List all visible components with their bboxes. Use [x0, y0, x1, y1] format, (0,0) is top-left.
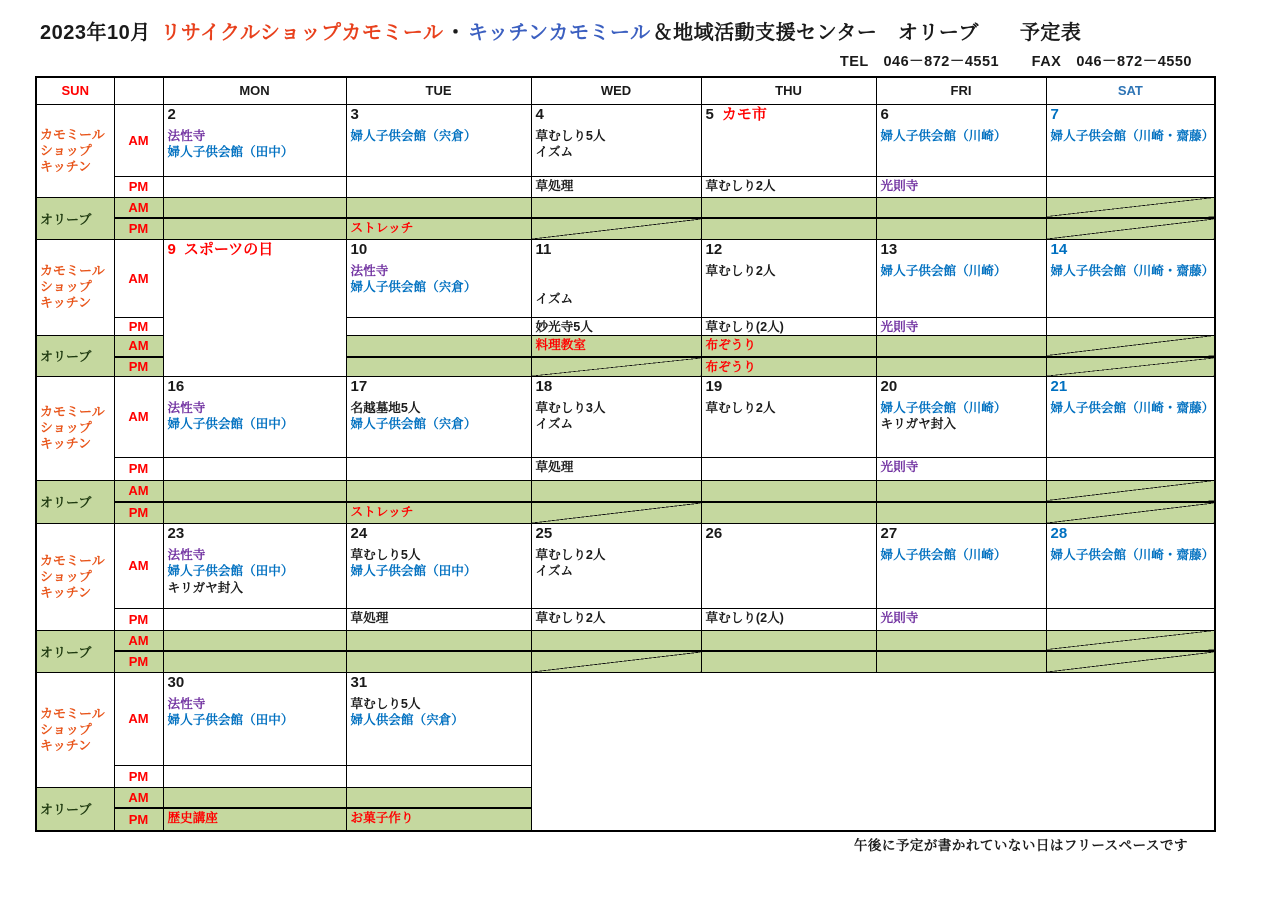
event-am: 婦人子供会館（宍倉）: [350, 280, 477, 294]
title-separator: ・: [445, 22, 466, 44]
chamomile-label-line: キッチン: [40, 158, 92, 174]
day-header-tue: TUE: [346, 77, 531, 104]
day-number-26: 26: [705, 524, 723, 542]
day-header-thu: THU: [701, 77, 876, 104]
olive-pm-cell-24: [346, 651, 531, 672]
event-am: イズム: [535, 417, 574, 431]
day-cell-21-am: [1046, 376, 1215, 457]
olive-am-row-label: AM: [114, 197, 163, 218]
chamomile-label-line: カモミール: [40, 263, 105, 278]
day-cell-13-pm: [876, 317, 1046, 335]
olive-am-cell-25: [531, 630, 701, 651]
olive-pm-row-label: PM: [114, 808, 163, 831]
olive-am-cell-31: [346, 787, 531, 808]
title-rest: ＆地域活動支援センター オリーブ 予定表: [652, 22, 1082, 44]
day-cell-7-am: [1046, 104, 1215, 176]
day-cell-5-am: [701, 104, 876, 176]
chamomile-label-line: カモミール: [40, 126, 105, 142]
day-number-11: 11: [535, 240, 552, 258]
day-cell-24-pm: [346, 608, 531, 630]
olive-pm-cell-16: [163, 502, 346, 523]
illustration-cell: [531, 672, 1215, 831]
day-cell-26-am: [701, 523, 876, 608]
olive-pm-cell-14: [1046, 357, 1215, 376]
event-am: 婦人子供会館（宍倉）: [350, 128, 477, 143]
day-number-5: 5 カモ市: [705, 105, 767, 123]
event-am: 婦人供会館（宍倉）: [350, 713, 464, 727]
day-cell-28-am: [1046, 523, 1215, 608]
event-am: 婦人子供会館（川崎）: [880, 263, 1007, 278]
day-cell-5-pm: [701, 176, 876, 197]
row-label-olive: オリーブ: [36, 480, 114, 523]
olive-am-cell-10: [346, 335, 531, 357]
olive-am-cell-27: [876, 630, 1046, 651]
day-cell-27-am: [876, 523, 1046, 608]
olive-pm-cell-31: [346, 808, 531, 831]
day-header-wed: WED: [531, 77, 701, 104]
olive-pm-cell-30: [163, 808, 346, 831]
olive-pm-event: ストレッチ: [350, 221, 414, 235]
pm-row-label: PM: [114, 317, 163, 335]
day-number-2: 2: [167, 105, 176, 123]
chamomile-label-line: ショップ: [40, 568, 92, 584]
day-cell-12-am: [701, 239, 876, 317]
chamomile-label-line: キッチン: [40, 584, 92, 600]
am-row-label: AM: [114, 672, 163, 765]
event-pm: 草むしり(2人): [705, 610, 784, 625]
olive-pm-cell-7: [1046, 218, 1215, 239]
day-cell-19-pm: [701, 457, 876, 480]
event-am: イズム: [535, 564, 574, 578]
row-label-chamomile: [36, 523, 114, 630]
day-title: カモ市: [721, 105, 767, 123]
day-number-18: 18: [535, 377, 553, 395]
day-cell-23-pm: [163, 608, 346, 630]
olive-pm-cell-26: [701, 651, 876, 672]
day-number-23: 23: [167, 524, 185, 542]
event-am: 婦人子供会館（田中）: [350, 564, 477, 578]
day-cell-23-am: [163, 523, 346, 608]
event-am: 法性寺: [350, 263, 389, 278]
day-cell-2-am: [163, 104, 346, 176]
olive-pm-cell-28: [1046, 651, 1215, 672]
olive-pm-cell-23: [163, 651, 346, 672]
day-cell-4-am: [531, 104, 701, 176]
olive-pm-row-label: PM: [114, 218, 163, 239]
olive-am-cell-4: [531, 197, 701, 218]
event-am: 婦人子供会館（川崎・齋藤）: [1050, 128, 1215, 143]
event-pm: 妙光寺5人: [535, 319, 593, 334]
chamomile-label-line: ショップ: [40, 420, 92, 435]
day-cell-31-pm: [346, 765, 531, 787]
day-header-mon: MON: [163, 77, 346, 104]
day-cell-19-am: [701, 376, 876, 457]
olive-am-cell-17: [346, 480, 531, 502]
day-cell-16-pm: [163, 457, 346, 480]
day-header-sat: SAT: [1046, 77, 1215, 104]
olive-pm-cell-6: [876, 218, 1046, 239]
day-cell-10-pm: [346, 317, 531, 335]
event-am: 法性寺: [167, 696, 206, 711]
olive-pm-row-label: PM: [114, 502, 163, 523]
event-pm: 光則寺: [880, 610, 919, 625]
chamomile-label-line: キッチン: [40, 295, 92, 310]
event-am: 法性寺: [167, 547, 206, 562]
olive-pm-cell-12: [701, 357, 876, 376]
day-number-12: 12: [705, 240, 723, 258]
olive-pm-event: 布ぞうり: [705, 360, 756, 374]
event-pm: 草むしり(2人): [705, 319, 784, 334]
day-cell-25-am: [531, 523, 701, 608]
day-cell-17-pm: [346, 457, 531, 480]
olive-pm-cell-21: [1046, 502, 1215, 523]
event-am: イズム: [535, 145, 574, 159]
day-cell-20-pm: [876, 457, 1046, 480]
event-pm: 光則寺: [880, 178, 919, 193]
day-cell-28-pm: [1046, 608, 1215, 630]
day-cell-3-pm: [346, 176, 531, 197]
day-cell-30-pm: [163, 765, 346, 787]
olive-am-row-label: AM: [114, 480, 163, 502]
olive-pm-row-label: PM: [114, 651, 163, 672]
olive-am-row-label: AM: [114, 630, 163, 651]
day-cell-3-am: [346, 104, 531, 176]
event-am: 婦人子供会館（川崎）: [880, 400, 1007, 415]
title-kitchen-name: キッチンカモミール: [467, 22, 651, 44]
day-cell-11-am: [531, 239, 701, 317]
day-cell-18-am: [531, 376, 701, 457]
title-year-month: 2023年10月: [40, 22, 151, 44]
olive-am-cell-21: [1046, 480, 1215, 502]
olive-am-cell-3: [346, 197, 531, 218]
page-title: [40, 16, 1083, 45]
olive-am-cell-2: [163, 197, 346, 218]
day-number-6: 6: [880, 105, 889, 123]
event-am: 婦人子供会館（川崎・齋藤）: [1050, 547, 1215, 562]
chamomile-label-line: カモミール: [40, 404, 105, 419]
olive-pm-cell-13: [876, 357, 1046, 376]
row-label-chamomile: [36, 239, 114, 335]
olive-am-cell-19: [701, 480, 876, 502]
event-am: 婦人子供会館（川崎・齋藤）: [1050, 400, 1215, 415]
day-number-4: 4: [535, 105, 544, 123]
am-row-label: AM: [114, 104, 163, 176]
row-label-olive: オリーブ: [36, 335, 114, 376]
olive-am-row-label: AM: [114, 787, 163, 808]
event-am: 婦人子供会館（田中）: [167, 145, 294, 159]
olive-am-cell-28: [1046, 630, 1215, 651]
day-number-20: 20: [880, 377, 898, 395]
olive-pm-cell-4: [531, 218, 701, 239]
olive-pm-cell-3: [346, 218, 531, 239]
event-am: 婦人子供会館（川崎）: [880, 547, 1007, 562]
pm-row-label: PM: [114, 176, 163, 197]
olive-am-cell-20: [876, 480, 1046, 502]
olive-pm-event: ストレッチ: [350, 505, 414, 519]
olive-am-cell-11: [531, 335, 701, 357]
event-pm: 草むしり2人: [535, 610, 606, 625]
day-cell-21-pm: [1046, 457, 1215, 480]
day-cell-30-am: [163, 672, 346, 765]
day-number-28: 28: [1050, 524, 1068, 542]
olive-am-cell-5: [701, 197, 876, 218]
olive-pm-cell-18: [531, 502, 701, 523]
chamomile-label-line: ショップ: [40, 721, 92, 737]
footer-note: 午後に予定が書かれていない日はフリースペースです: [853, 838, 1188, 853]
schedule-table: [35, 76, 1216, 832]
olive-pm-cell-20: [876, 502, 1046, 523]
day-cell-6-pm: [876, 176, 1046, 197]
day-cell-17-am: [346, 376, 531, 457]
title-shop-name: リサイクルショップカモミール: [160, 22, 444, 44]
olive-am-cell-30: [163, 787, 346, 808]
day-cell-2-pm: [163, 176, 346, 197]
day-number-25: 25: [535, 524, 553, 542]
event-am: 草むしり3人: [535, 400, 606, 415]
day-cell-7-pm: [1046, 176, 1215, 197]
day-number-21: 21: [1050, 377, 1068, 395]
olive-pm-cell-25: [531, 651, 701, 672]
chamomile-label-line: キッチン: [40, 737, 92, 753]
olive-am-cell-6: [876, 197, 1046, 218]
olive-pm-cell-2: [163, 218, 346, 239]
day-cell-27-pm: [876, 608, 1046, 630]
day-number-10: 10: [350, 240, 368, 258]
chamomile-label-line: ショップ: [40, 279, 92, 294]
olive-am-cell-13: [876, 335, 1046, 357]
tel-number: TEL 046－872－4551: [839, 54, 1000, 70]
schedule-table-wrap: [35, 76, 1216, 832]
event-am: 法性寺: [167, 400, 206, 415]
event-am: キリガヤ封入: [880, 417, 956, 431]
olive-am-cell-7: [1046, 197, 1215, 218]
day-number-17: 17: [350, 377, 368, 395]
event-am: 草むしり5人: [350, 696, 421, 711]
day-cell-14-am: [1046, 239, 1215, 317]
am-row-label: AM: [114, 523, 163, 608]
day-number-31: 31: [350, 673, 368, 691]
day-number-3: 3: [350, 105, 359, 123]
event-am: 草むしり5人: [350, 547, 421, 562]
day-number-19: 19: [705, 377, 723, 395]
day-header-fri: FRI: [876, 77, 1046, 104]
day-number-7: 7: [1050, 105, 1059, 123]
day-cell-26-pm: [701, 608, 876, 630]
row-label-chamomile: [36, 104, 114, 197]
olive-am-row-label: AM: [114, 335, 163, 357]
event-am: キリガヤ封入: [167, 580, 243, 595]
event-pm: 草処理: [535, 459, 574, 474]
day-cell-10-am: [346, 239, 531, 317]
event-am: 婦人子供会館（川崎）: [880, 128, 1007, 143]
olive-pm-row-label: PM: [114, 357, 163, 376]
event-pm: 草処理: [535, 178, 574, 193]
event-am: 草むしり2人: [535, 547, 606, 562]
day-cell-24-am: [346, 523, 531, 608]
ampm-column-header: [114, 77, 163, 104]
olive-pm-cell-11: [531, 357, 701, 376]
olive-am-event: 料理教室: [535, 337, 586, 352]
day-number-13: 13: [880, 240, 898, 258]
olive-pm-cell-5: [701, 218, 876, 239]
am-row-label: AM: [114, 239, 163, 317]
day-cell-11-pm: [531, 317, 701, 335]
day-header-sun: SUN: [36, 77, 114, 104]
day-cell-6-am: [876, 104, 1046, 176]
event-pm: 草処理: [350, 610, 389, 625]
event-am: 婦人子供会館（川崎・齋藤）: [1050, 263, 1215, 278]
olive-pm-cell-27: [876, 651, 1046, 672]
am-row-label: AM: [114, 376, 163, 457]
event-am: イズム: [535, 291, 574, 306]
day-cell-4-pm: [531, 176, 701, 197]
day-number-24: 24: [350, 524, 368, 542]
day-number-27: 27: [880, 524, 898, 542]
chamomile-label-line: カモミール: [40, 552, 105, 568]
fax-number: FAX 046－872－4550: [1031, 54, 1192, 70]
event-pm: 草むしり2人: [705, 178, 776, 193]
olive-am-cell-12: [701, 335, 876, 357]
olive-pm-cell-19: [701, 502, 876, 523]
day-cell-16-am: [163, 376, 346, 457]
day-cell-13-am: [876, 239, 1046, 317]
event-am: 婦人子供会館（田中）: [167, 713, 294, 727]
olive-pm-event: お菓子作り: [350, 811, 414, 825]
event-am: 草むしり5人: [535, 128, 606, 143]
day-number-9: 9 スポーツの日: [167, 240, 274, 258]
event-pm: 光則寺: [880, 459, 919, 474]
day-number-14: 14: [1050, 240, 1068, 258]
day-cell-20-am: [876, 376, 1046, 457]
olive-pm-event: 歴史講座: [167, 811, 218, 825]
olive-am-cell-26: [701, 630, 876, 651]
row-label-olive: オリーブ: [36, 630, 114, 672]
event-am: 名越墓地5人: [350, 400, 421, 415]
olive-am-cell-23: [163, 630, 346, 651]
olive-am-cell-24: [346, 630, 531, 651]
event-am: 婦人子供会館（田中）: [167, 564, 294, 578]
pm-row-label: PM: [114, 608, 163, 630]
olive-pm-cell-17: [346, 502, 531, 523]
day-cell-18-pm: [531, 457, 701, 480]
olive-pm-cell-10: [346, 357, 531, 376]
day-cell-14-pm: [1046, 317, 1215, 335]
day-cell-12-pm: [701, 317, 876, 335]
pm-row-label: PM: [114, 457, 163, 480]
event-am: 婦人子供会館（田中）: [167, 417, 294, 431]
olive-am-cell-16: [163, 480, 346, 502]
row-label-chamomile: [36, 672, 114, 787]
event-am: 婦人子供会館（宍倉）: [350, 417, 477, 431]
event-am: 法性寺: [167, 128, 206, 143]
day-cell-25-pm: [531, 608, 701, 630]
olive-am-cell-18: [531, 480, 701, 502]
chamomile-label-line: キッチン: [40, 436, 92, 451]
chamomile-label-line: カモミール: [40, 705, 105, 721]
day-number-16: 16: [167, 377, 185, 395]
olive-am-event: 布ぞうり: [705, 337, 756, 352]
row-label-olive: オリーブ: [36, 197, 114, 239]
pm-row-label: PM: [114, 765, 163, 787]
row-label-chamomile: [36, 376, 114, 480]
day-title: スポーツの日: [183, 240, 274, 258]
merged-holiday-cell-day-9: [163, 239, 346, 376]
day-cell-31-am: [346, 672, 531, 765]
event-am: 草むしり2人: [705, 400, 776, 415]
contact-info: [834, 50, 1192, 71]
day-number-30: 30: [167, 673, 185, 691]
row-label-olive: オリーブ: [36, 787, 114, 831]
event-am: 草むしり2人: [705, 263, 776, 278]
event-pm: 光則寺: [880, 319, 919, 334]
olive-am-cell-14: [1046, 335, 1215, 357]
chamomile-label-line: ショップ: [40, 142, 92, 158]
